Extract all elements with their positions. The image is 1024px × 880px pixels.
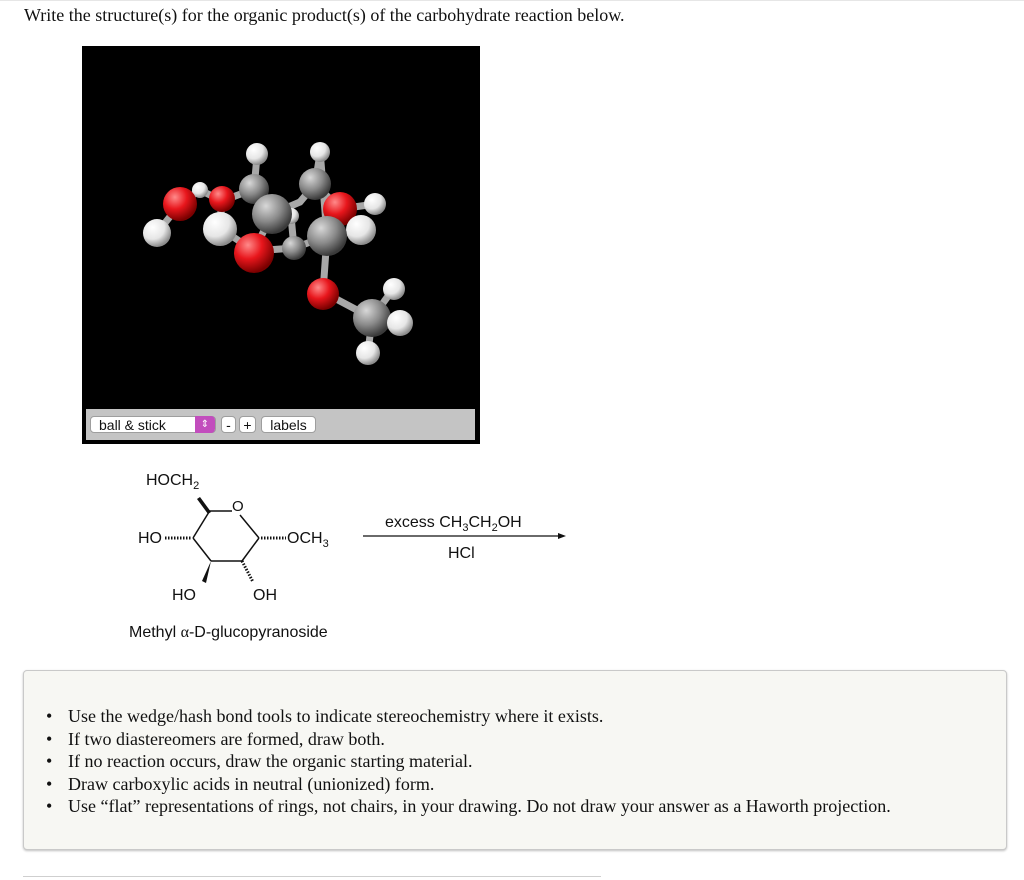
oh-bottom-label: OH xyxy=(253,587,277,604)
ho-bottom-label: HO xyxy=(172,587,196,604)
display-style-select[interactable] xyxy=(90,416,216,433)
wedge-bond xyxy=(197,497,211,514)
molecule-model[interactable] xyxy=(82,46,480,408)
och3-label: $OCH_3$ xyxy=(287,530,329,550)
bullet-icon: • xyxy=(46,773,53,794)
list-item: • If two diastereomers are formed, draw both. xyxy=(46,728,385,749)
molecule-3d-viewer[interactable] xyxy=(82,46,480,444)
bullet-icon: • xyxy=(46,706,53,726)
zoom-in-button[interactable]: + xyxy=(239,416,256,433)
viewer-controls xyxy=(86,409,475,440)
instructions-list xyxy=(46,705,891,818)
bond xyxy=(240,515,259,538)
bond xyxy=(242,538,259,561)
bond xyxy=(193,538,211,561)
bullet-icon: • xyxy=(46,751,53,771)
atoms xyxy=(143,142,413,365)
wedge-bond xyxy=(202,561,211,583)
reaction-scheme xyxy=(120,465,580,655)
top-divider xyxy=(0,0,1024,1)
reagent-label: excess $CH_3CH_2OH$ xyxy=(385,514,522,534)
list-item: • Use the wedge/hash bond tools to indicate stereochemistry where it exists. xyxy=(46,706,604,726)
catalyst-label: HCl xyxy=(448,545,475,562)
bond xyxy=(193,512,209,538)
ch2oh-label: $HOCH_2$ xyxy=(146,472,200,492)
question-prompt: Write the structure(s) for the organic product(s) of the carbohydrate reaction below. xyxy=(24,5,625,25)
labels-button[interactable]: labels xyxy=(261,416,316,433)
ring-oxygen-label: O xyxy=(232,498,244,515)
ho-left-label: HO xyxy=(138,530,162,547)
instructions-box xyxy=(23,670,1007,850)
bullet-icon: • xyxy=(46,796,53,816)
display-style-value: ball & stick xyxy=(99,417,166,433)
zoom-out-button[interactable]: - xyxy=(221,416,236,433)
bullet-icon: • xyxy=(46,728,53,749)
updown-arrows-icon: ⇕ xyxy=(195,416,215,433)
list-item: • If no reaction occurs, draw the organic starting material. xyxy=(46,751,473,771)
answer-area-divider xyxy=(23,876,601,877)
hash-bond xyxy=(242,561,253,582)
list-item: • Draw carboxylic acids in neutral (unionized) form. xyxy=(46,773,435,794)
compound-name: Methyl α-D-glucopyranoside xyxy=(129,624,328,641)
arrow-head-icon xyxy=(558,533,566,539)
list-item: • Use “flat” representations of rings, not chairs, in your drawing. Do not draw your answer as a Haworth projection. xyxy=(46,796,891,816)
